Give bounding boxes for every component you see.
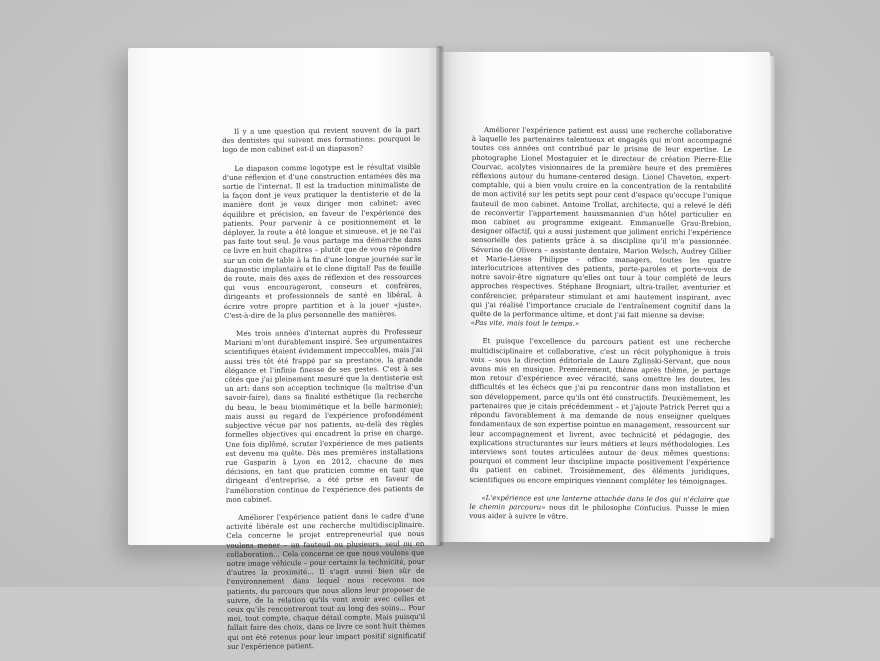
page-edge (770, 56, 775, 538)
quote: «L'expérience est une lanterne attachée dans le dos qui n'éclaire que le chemin parcouru» (469, 493, 730, 512)
quote-attribution: nous dit le philosophe Confucius. Puisse le mien vous aider à suivre le vôtre. (469, 503, 730, 521)
left-page-text (222, 126, 426, 661)
paragraph: Et puisque l'excellence du parcours patient est une recherche multidisciplinaire et collaborative, c'est un récit polyphonique à trois voix – sous la direction éditoriale de Laure Zglinski-Servant, que nous avons mis en musique. Premièrement, thème après thème, je partage mon retour d'expérience avec véracité, sans omettre les doutes, les difficultés et les échecs que j'ai pu rencontrer dans mon installation et son développement, parce qu'ils ont été constructifs. Deuxièmement, les partenaires que je citais précédemment – et j'ajoute Patrick Perret qui a répondu favorablement à ma demande de nous enseigner quelques fondamentaux de son expertise pointue en management, ressourcent sur leur accompagnement et livrent, avec technicité et pédagogie, des explications structurantes sur leurs métiers et leurs méthodologies. Les interviews sont toutes articulées autour de deux mêmes questions: pourquoi et comment leur discipline impacte positivement l'expérience du patient en cabinet. Troisièmement, des éléments juridiques, scientifiques ou encore empiriques viennent compléter les témoignages. (469, 337, 731, 486)
paragraph (469, 494, 729, 523)
paragraph: Mes trois années d'internat auprès du Professeur Mariani m'ont durablement inspiré. Ses argumentaires scientifiques étaient évidemment impeccables, mais j'ai aussi très tôt été frappé par sa prestance, la grande élégance et l'infinie finesse de ses gestes. C'est à ses côtés que j'ai pleinement mesuré que la dentisterie est un art: dans son acception technique (la maîtrise d'un savoir-faire), dans sa finalité esthétique (la recherche du beau, le beau biomimétique et la belle harmonie); mais aussi au regard de l'expérience profondément subjective vécue par nos patients, au-delà des règles formelles objectives qui encadrent la prise en charge. Une fois diplômé, scruter l'expérience de mes patients est devenu ma quête. Dès mes premières installations rue Gasparin à Lyon en 2012, chacune de mes décisions, en tant que praticien comme en tant que dirigeant d'entreprise, a été prise en faveur de l'amélioration continue de l'expérience des patients de mon cabinet. (224, 327, 424, 504)
motto: «Pas vite, mais tout le temps.» (470, 319, 580, 329)
right-page-text (469, 126, 732, 532)
right-page (440, 52, 770, 542)
left-page (128, 48, 440, 651)
paragraph: Le diapason comme logotype est le résultat visible d'une réflexion et d'une construction entamées dès ma sortie de l'internat. Il est la traduction minimaliste de la façon dont je veux pratiquer la dentisterie et de la manière dont je veux diriger mon cabinet: avec équilibre et précision, en faveur de l'expérience des patients. Pour parvenir à ce positionnement et le déployer, la route a été longue et sinueuse, et je ne l'ai pas faite tout seul. Je vous partage ma démarche dans ce livre en huit chapitres – plutôt que de vous répondre sur un coin de table à la fin d'une longue journée sur le diagnostic implantaire et le clone digital! Pas de feuille de route, mais des axes de réflexion et des ressources qui vous encourageront, conseurs et confrères, dirigeants et professionnels de santé en libéral, à écrire votre propre partition et à la jouer «juste». C'est-à-dire de la plus personnelle des manières. (222, 162, 422, 320)
paragraph: Améliorer l'expérience patient dans le cadre d'une activité libérale est une recherche multidisciplinaire. Cela concerne le projet entrepreneurial que nous voulons mener – un fauteuil ou plusieurs, seul ou en collaboration... Cela concerne ce que nous voulons que notre image véhicule – pour certains la technicité, pour d'autres la proximité... Il s'agit aussi bien sûr de l'environnement dans lequel nous recevons nos patients, du parcours que nous allons leur proposer de suivre, de la relation qu'ils vont avoir avec celles et ceux qu'ils rencontreront tout au long des soins... Pour moi, tout compte, chaque détail compte. Mais puisqu'il fallait faire des choix, dans ce livre ce sont huit thèmes qui ont été retenus pour leur impact positif significatif sur l'expérience patient. (226, 511, 426, 651)
paragraph: Il y a une question qui revient souvent de la part des dentistes qui suivent mes formations: pourquoi le logo de mon cabinet est-il un diapason? (222, 125, 421, 155)
book-spine (436, 46, 444, 546)
paragraph: Améliorer l'expérience patient est aussi une recherche collaborative à laquelle les partenaires talentueux et engagés qui m'ont accompagné toutes ces années ont contribué par le prisme de leur expertise. Le photographe Lionel Mostaguier et le directeur de création Pierre-Elie Courvac, acolytes visionnaires de la première heure et des premières réflexions autour du humane-centered design. Lionel Chaveton, expert-comptable, qui a bien voulu croire en la concentration de la rentabilité de mon activité sur les petits sept pour cent d'espace qu'occupe l'unique fauteuil de mon cabinet. Antoine Trollat, architecte, qui a relevé le défi de reconvertir l'appartement haussmannien d'un hôtel particulier en mon cabinet au programme exigeant. Emmanuelle Grau-Brebion, designer olfactif, qui a aussi justement que joliment enrichi l'expérience sensorielle des patients grâce à sa discipline qu'il m'a passionnée. Séverine de Olivera – assistante dentaire, Marion Welsch, Audrey Gillier et Marie-Liesse Philippe – office managers, toutes les quatre interlocutrices attentives des patients, porte-paroles et porte-voix de notre savoir-être signature qu'elles ont tour à tour complété de leurs approches respectives. Stéphane Brogniart, ultra-trailer, aventurier et conférencier, préparateur stimulant et ami hautement inspirant, avec qui j'ai réalisé l'importance cruciale de l'entraînement cognitif dans la quête de la performance ultime, et dont j'ai fait mienne sa devise: (470, 126, 732, 320)
